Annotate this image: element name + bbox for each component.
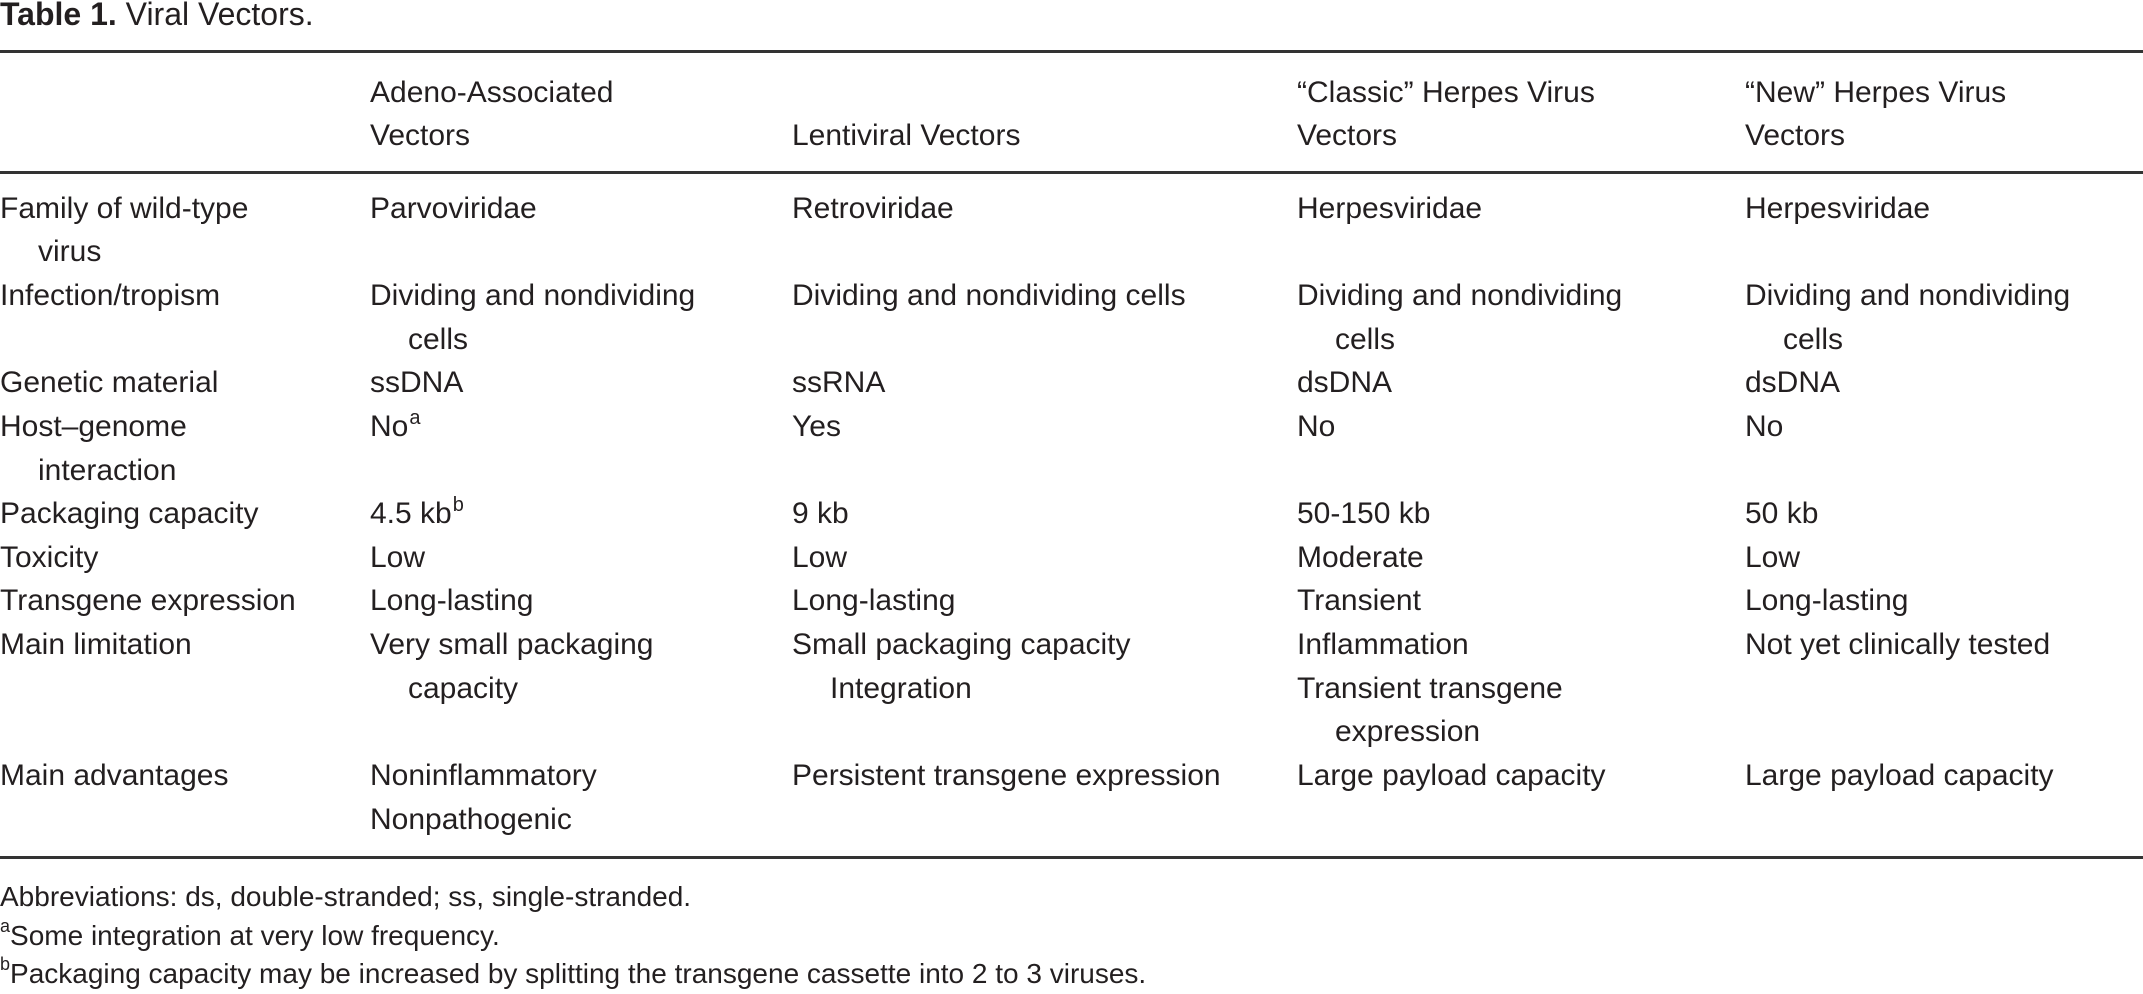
cell-line [370, 274, 792, 318]
row-label-line: interaction [38, 453, 177, 487]
table-cell [1745, 536, 2143, 580]
cell-line [370, 623, 792, 667]
cell-line [1297, 492, 1745, 536]
row-label [0, 492, 370, 536]
cell-line [1297, 405, 1745, 449]
cell-line [1745, 187, 2143, 231]
cell-text: No [1745, 409, 1784, 443]
cell-text: Dividing and nondividing [370, 278, 696, 312]
cell-text: Transient transgene [1297, 671, 1563, 705]
row-label-line: virus [38, 235, 102, 269]
cell-line [792, 492, 1297, 536]
table-row [0, 536, 2143, 580]
table-cell [370, 405, 792, 449]
cell-line [1745, 274, 2143, 318]
cell-line [1297, 623, 1745, 667]
cell-text: Dividing and nondividing [1297, 278, 1623, 312]
table-row [0, 187, 2143, 274]
footnote-marker: a [0, 915, 11, 936]
cell-text: 4.5 kb [370, 497, 452, 531]
table-cell [1745, 187, 2143, 231]
footnote-reference: a [409, 406, 421, 429]
cell-text: Large payload capacity [1297, 759, 1606, 793]
column-header [1297, 71, 1745, 158]
table-cell [1745, 274, 2143, 361]
cell-text: Inflammation [1297, 628, 1469, 662]
column-header-line: Vectors [370, 119, 471, 153]
table-cell [792, 274, 1297, 318]
row-label-line: Toxicity [0, 540, 99, 574]
cell-text: Herpesviridae [1745, 191, 1931, 225]
cell-line [1745, 579, 2143, 623]
cell-line [792, 754, 1297, 798]
table-cell [1745, 492, 2143, 536]
cell-line [1745, 492, 2143, 536]
table-cell [370, 187, 792, 231]
row-label-line: Main limitation [0, 628, 192, 662]
column-header-line: Lentiviral Vectors [792, 119, 1021, 153]
cell-line [1745, 318, 2143, 362]
cell-line [1745, 536, 2143, 580]
cell-text: cells [408, 322, 469, 356]
footnote-reference: b [452, 494, 464, 517]
cell-line [792, 623, 1297, 667]
table-top-rule [0, 50, 2143, 53]
cell-line [1297, 187, 1745, 231]
table-cell [1297, 492, 1745, 536]
cell-line [1297, 667, 1745, 711]
cell-line [792, 579, 1297, 623]
footnote-marker: b [0, 954, 11, 974]
row-label [0, 187, 370, 274]
table-cell [1297, 405, 1745, 449]
column-header-line: “New” Herpes Virus [1745, 75, 2007, 109]
cell-text: Herpesviridae [1297, 191, 1483, 225]
footnote [0, 878, 1146, 917]
cell-text: 50-150 kb [1297, 497, 1431, 531]
table-cell [1297, 579, 1745, 623]
column-header-line: Adeno-Associated [370, 75, 614, 109]
cell-text: Persistent transgene expression [792, 759, 1221, 793]
cell-text: Integration [830, 671, 972, 705]
cell-text: Low [792, 540, 848, 574]
table-title: Viral Vectors. [125, 0, 314, 32]
cell-line [792, 536, 1297, 580]
table-cell [792, 579, 1297, 623]
table-cell [1745, 623, 2143, 667]
row-label [0, 405, 370, 492]
table-cell [1745, 754, 2143, 798]
cell-line [1745, 623, 2143, 667]
cell-line [1297, 318, 1745, 362]
cell-text: Noninflammatory [370, 759, 597, 793]
cell-text: ssDNA [370, 366, 464, 400]
row-label [0, 623, 370, 667]
cell-text: Dividing and nondividing cells [792, 278, 1186, 312]
cell-text: Large payload capacity [1745, 759, 2054, 793]
footnote [0, 917, 1146, 956]
cell-text: Long-lasting [1745, 584, 1909, 618]
table-cell [370, 579, 792, 623]
table-cell [370, 274, 792, 361]
table-cell [370, 536, 792, 580]
table-row [0, 492, 2143, 536]
table-cell [1297, 754, 1745, 798]
table-label: Table 1. [0, 0, 117, 32]
cell-line [370, 798, 792, 842]
cell-line [1297, 710, 1745, 754]
column-header [370, 71, 792, 158]
cell-line [370, 405, 792, 449]
table-row [0, 361, 2143, 405]
row-label-line: Genetic material [0, 366, 219, 400]
table-cell [370, 754, 792, 841]
column-header-line: “Classic” Herpes Virus [1297, 75, 1595, 109]
row-label [0, 361, 370, 405]
column-header [792, 114, 1297, 158]
cell-text: capacity [408, 671, 519, 705]
row-label-line: Infection/tropism [0, 278, 221, 312]
cell-text: cells [1783, 322, 1844, 356]
cell-text: 50 kb [1745, 497, 1819, 531]
cell-line [1297, 536, 1745, 580]
row-label [0, 274, 370, 318]
table-cell [792, 187, 1297, 231]
cell-line [1745, 754, 2143, 798]
table-cell [1297, 536, 1745, 580]
cell-line [792, 187, 1297, 231]
cell-text: cells [1335, 322, 1396, 356]
cell-line [1297, 361, 1745, 405]
cell-line [1297, 579, 1745, 623]
footnote-text: Some integration at very low frequency. [10, 919, 500, 951]
cell-text: expression [1335, 715, 1481, 749]
column-header [1745, 71, 2143, 158]
cell-text: Low [370, 540, 426, 574]
row-label-line: Family of wild-type [0, 191, 249, 225]
table-cell [792, 492, 1297, 536]
table-cell [1297, 623, 1745, 754]
cell-line [792, 274, 1297, 318]
cell-text: Long-lasting [370, 584, 534, 618]
cell-line [370, 754, 792, 798]
table-cell [792, 405, 1297, 449]
footnote-text: Abbreviations: ds, double-stranded; ss, single-stranded. [0, 881, 692, 912]
cell-line [370, 318, 792, 362]
table-row [0, 623, 2143, 754]
row-label [0, 579, 370, 623]
table-cell [1297, 274, 1745, 361]
cell-text: Low [1745, 540, 1801, 574]
cell-text: Yes [792, 409, 841, 443]
cell-text: Not yet clinically tested [1745, 628, 2051, 662]
table-caption [0, 0, 314, 34]
cell-text: Nonpathogenic [370, 802, 572, 836]
table-cell [792, 623, 1297, 710]
cell-text: dsDNA [1297, 366, 1393, 400]
row-label [0, 754, 370, 798]
column-header-line: Vectors [1745, 119, 1846, 153]
footnote [0, 955, 1146, 994]
cell-text: Parvoviridae [370, 191, 537, 225]
cell-text: Transient [1297, 584, 1421, 618]
cell-text: ssRNA [792, 366, 886, 400]
table-cell [792, 536, 1297, 580]
cell-line [370, 361, 792, 405]
footnote-text: Packaging capacity may be increased by splitting the transgene cassette into 2 to 3 viruses. [10, 958, 1147, 989]
cell-line [1745, 361, 2143, 405]
table-cell [1745, 405, 2143, 449]
cell-text: dsDNA [1745, 366, 1841, 400]
row-label-line: Host–genome [0, 409, 187, 443]
table-cell [792, 754, 1297, 798]
column-header-line: Vectors [1297, 119, 1398, 153]
cell-line [1297, 754, 1745, 798]
table-row [0, 274, 2143, 361]
table-row [0, 754, 2143, 841]
table-cell [370, 361, 792, 405]
row-label-line: Transgene expression [0, 584, 296, 618]
cell-text: No [1297, 409, 1336, 443]
table-row [0, 579, 2143, 623]
table-row [0, 405, 2143, 492]
table-bottom-rule [0, 856, 2143, 859]
table-cell [370, 492, 792, 536]
row-label-line: Main advantages [0, 759, 229, 793]
cell-text: Small packaging capacity [792, 628, 1131, 662]
cell-line [370, 579, 792, 623]
cell-text: 9 kb [792, 497, 849, 531]
cell-line [370, 492, 792, 536]
cell-text: Long-lasting [792, 584, 956, 618]
cell-line [370, 187, 792, 231]
cell-line [792, 361, 1297, 405]
table-cell [370, 623, 792, 710]
cell-line [370, 536, 792, 580]
table-header-row [0, 71, 2143, 158]
table-header-rule [0, 171, 2143, 174]
cell-line [792, 405, 1297, 449]
table-cell [1297, 187, 1745, 231]
cell-text: Dividing and nondividing [1745, 278, 2071, 312]
cell-line [792, 667, 1297, 711]
cell-line [1297, 274, 1745, 318]
table-cell [1745, 361, 2143, 405]
cell-text: No [370, 409, 409, 443]
table-footnotes [0, 878, 1146, 994]
table-cell [1297, 361, 1745, 405]
row-label [0, 536, 370, 580]
table-cell [1745, 579, 2143, 623]
row-label-line: Packaging capacity [0, 497, 259, 531]
cell-text: Moderate [1297, 540, 1424, 574]
table-body [0, 187, 2143, 842]
cell-text: Retroviridae [792, 191, 954, 225]
cell-text: Very small packaging [370, 628, 654, 662]
cell-line [370, 667, 792, 711]
table-cell [792, 361, 1297, 405]
cell-line [1745, 405, 2143, 449]
